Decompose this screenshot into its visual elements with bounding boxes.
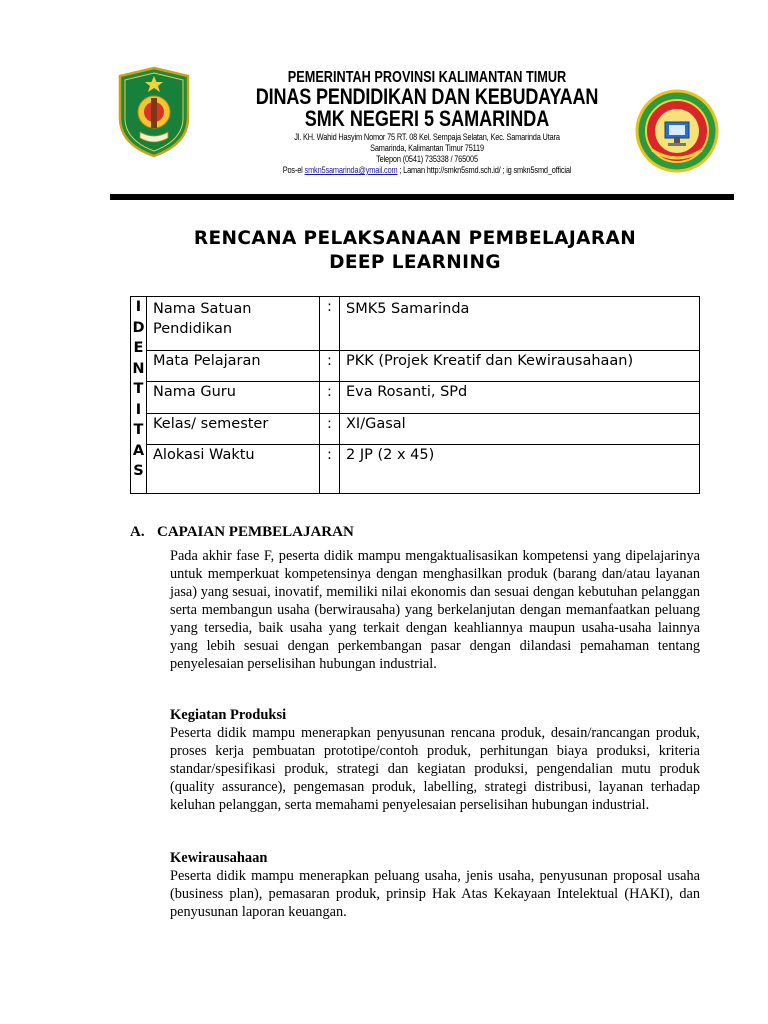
- identity-colon: :: [320, 351, 340, 382]
- identity-label: Mata Pelajaran: [147, 351, 320, 382]
- identity-colon: :: [320, 445, 340, 494]
- document-title-line2: DEEP LEARNING: [329, 252, 501, 273]
- vertical-letter: D: [132, 319, 145, 336]
- province-emblem-logo: [118, 66, 190, 158]
- letterhead-government: PEMERINTAH PROVINSI KALIMANTAN TIMUR: [287, 69, 567, 86]
- vertical-letter: E: [133, 340, 144, 356]
- identity-label: Kelas/ semester: [147, 414, 320, 445]
- document-title-line1: RENCANA PELAKSANAAN PEMBELAJARAN: [193, 228, 637, 249]
- section-a-heading: [130, 524, 354, 541]
- email-prefix: Pos-el: [282, 165, 305, 175]
- letterhead-address-line1: Jl. KH. Wahid Hasyim Nomor 75 RT. 08 Kel. Sempaja Selatan, Kec. Samarinda Utara: [294, 132, 560, 142]
- vertical-letter: T: [133, 422, 144, 438]
- production-paragraph: Peserta didik mampu menerapkan penyusunan rencana produk, desain/rancangan produk, proses kerja pembuatan prototipe/contoh produk, perhitungan biaya produksi, kriteria standar/spesifikasi produk, strategi dan kegiatan produksi, pengendalian mutu produk (quality assurance), pengemasan produk, labelling, strategi distribusi, layanan terhadap keluhan pelanggan, serta memahami penyelesaian perselisihan hubungan industrial.: [170, 725, 700, 813]
- learning-outcome-paragraph: Pada akhir fase F, peserta didik mampu mengaktualisasikan kompetensi yang dipelajarinya untuk memperkuat kompetensinya dengan menghasilkan produk (barang dan/atau layanan jasa) yang sesuai, inovatif, memiliki nilai ekonomis dan sesuai dengan kebutuhan pelanggan serta membangun usaha (berwirausaha) yang berkelanjutan dengan memanfaatkan peluang yang tersedia, baik usaha yang terkait dengan keahliannya maupun usaha-usaha lainnya yang lebih sesuai dengan perkembangan pasar dengan dilandasi pemahaman tentang penyelesaian perselisihan hubungan industrial.: [170, 548, 700, 672]
- identity-table: [130, 296, 700, 494]
- letterhead-agency: DINAS PENDIDIKAN DAN KEBUDAYAAN: [255, 84, 599, 109]
- identity-colon: :: [320, 382, 340, 414]
- identity-value: PKK (Projek Kreatif dan Kewirausahaan): [340, 351, 700, 382]
- entrepreneurship-heading: Kewirausahaan: [170, 850, 268, 866]
- identity-value: SMK5 Samarinda: [340, 297, 700, 351]
- vertical-letter: N: [132, 360, 145, 377]
- table-row: [131, 445, 700, 494]
- school-emblem-logo: [634, 88, 720, 174]
- table-row: [131, 382, 700, 414]
- identity-value: 2 JP (2 x 45): [340, 445, 700, 494]
- identity-label: Nama Satuan Pendidikan: [147, 297, 320, 351]
- identity-label: Nama Guru: [147, 382, 320, 414]
- web-social-text: ; Laman http://smkn5smd.sch.id/ ; ig smkn5smd_official: [397, 165, 572, 175]
- letterhead-contact-line: [245, 165, 609, 175]
- email-link[interactable]: smkn5samarinda@ymail.com: [304, 165, 398, 175]
- section-number: A.: [130, 524, 145, 540]
- vertical-letter: S: [133, 463, 144, 479]
- identity-value: Eva Rosanti, SPd: [340, 382, 700, 414]
- letterhead-divider: [110, 194, 734, 200]
- vertical-letter: I: [135, 401, 142, 418]
- identity-colon: :: [320, 414, 340, 445]
- identitas-vertical-label: [131, 297, 147, 494]
- table-row: [131, 297, 700, 351]
- letterhead-phone: Telepon (0541) 735338 / 765005: [376, 154, 478, 164]
- identity-value: XI/Gasal: [340, 414, 700, 445]
- identity-label: Alokasi Waktu: [147, 445, 320, 494]
- production-heading: Kegiatan Produksi: [170, 707, 287, 723]
- vertical-letter: T: [133, 381, 144, 397]
- letterhead-address-line2: Samarinda, Kalimantan Timur 75119: [370, 143, 484, 153]
- section-title: CAPAIAN PEMBELAJARAN: [157, 524, 354, 540]
- vertical-letter: I: [135, 299, 142, 315]
- table-row: [131, 351, 700, 382]
- table-row: [131, 414, 700, 445]
- vertical-letter: A: [132, 442, 145, 459]
- identity-colon: :: [320, 297, 340, 351]
- entrepreneurship-paragraph: Peserta didik mampu menerapkan peluang usaha, jenis usaha, penyusunan proposal usaha (business plan), pemasaran produk, prinsip Hak Atas Kekayaan Intelektual (HAKI), dan penyusunan laporan keuangan.: [170, 868, 700, 920]
- letterhead-school-name: SMK NEGERI 5 SAMARINDA: [304, 106, 550, 131]
